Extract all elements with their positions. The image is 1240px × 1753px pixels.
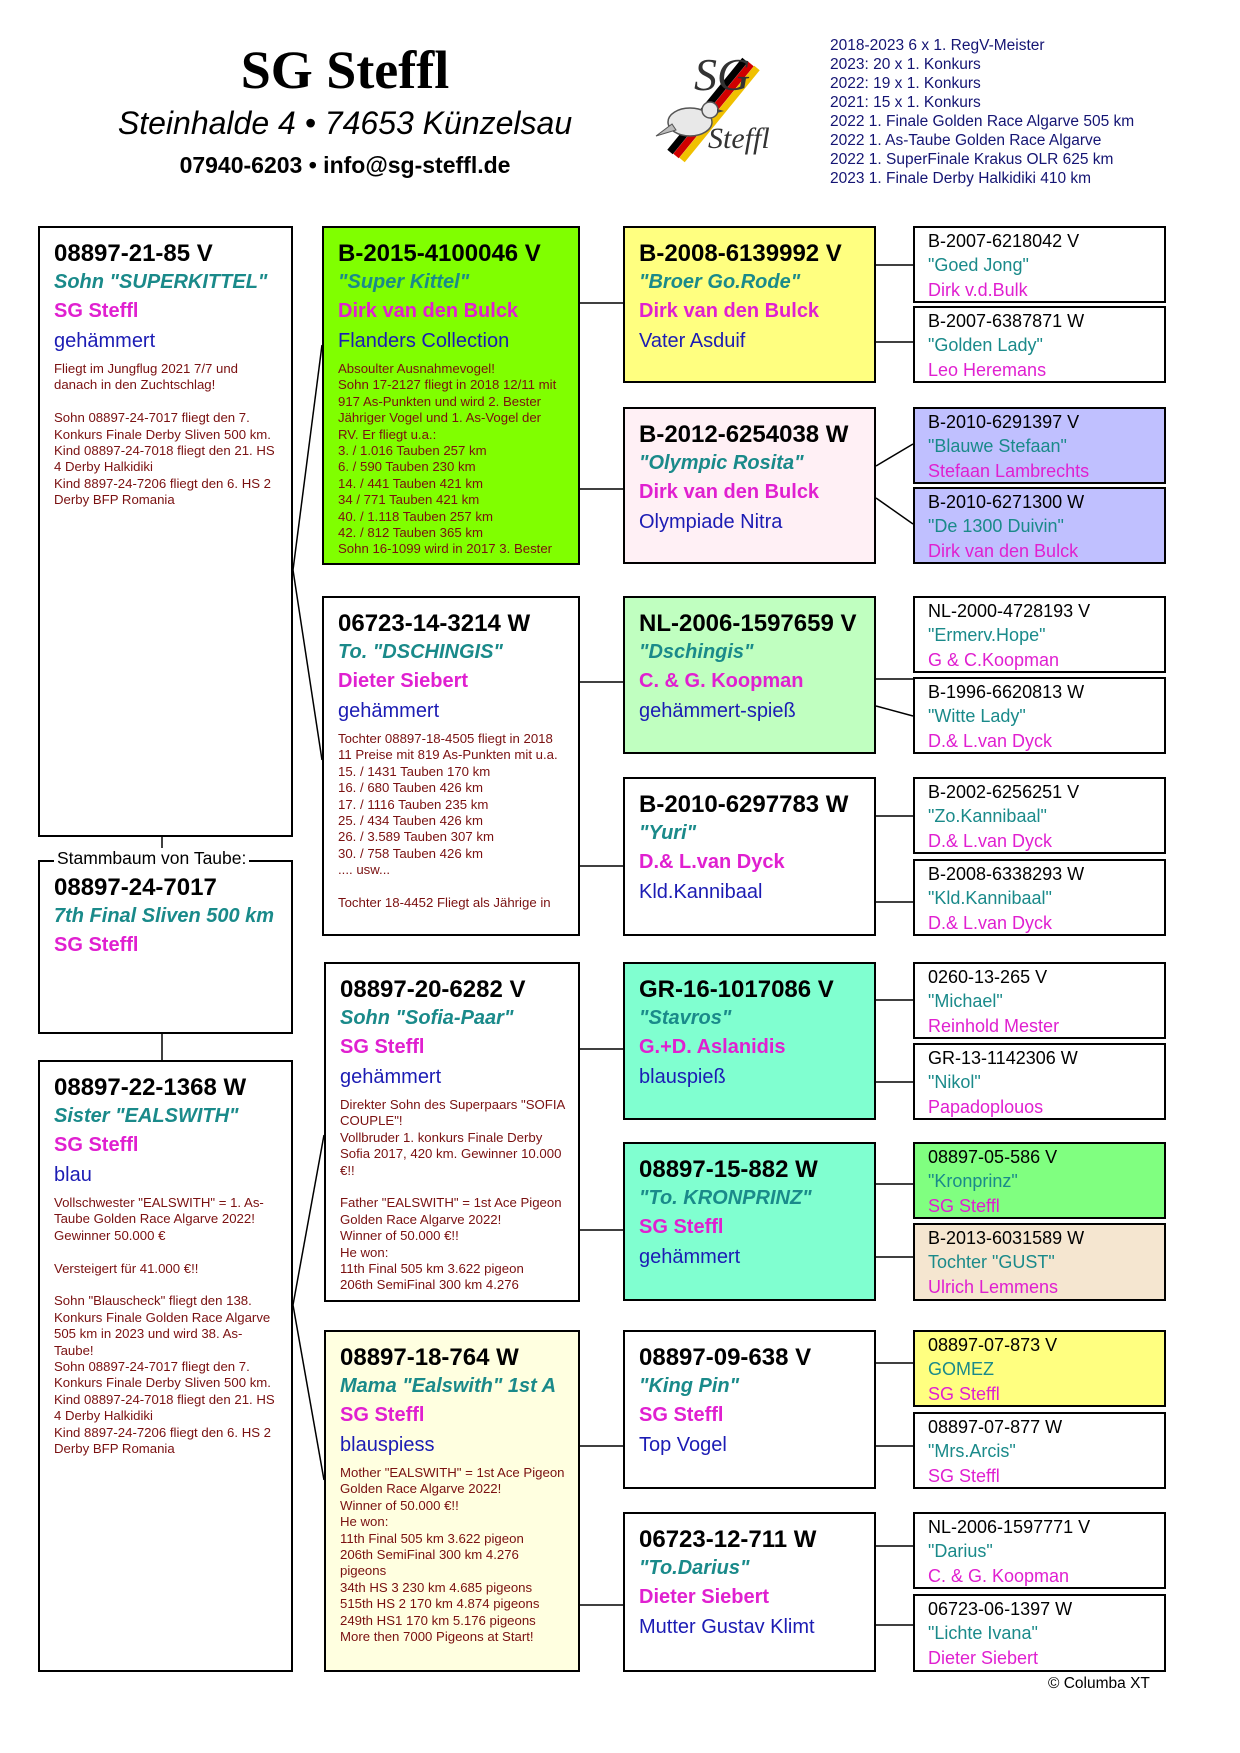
pigeon-name: "Witte Lady" [928,706,1026,726]
g4-ancestor-card[interactable] [913,1594,1166,1672]
pigeon-name: "Michael" [928,991,1003,1011]
grandparent-card[interactable] [322,226,580,565]
great-grandparent-card[interactable] [623,596,876,754]
pigeon-breeder: SG Steffl [928,1384,1000,1404]
pedigree-legend: Stammbaum von Taube: [54,848,249,869]
achievement-item: 2022: 19 x 1. Konkurs [830,75,981,92]
g4-ancestor-card[interactable] [913,859,1166,936]
pigeon-name: To. "DSCHINGIS" [338,641,503,663]
pigeon-breeder: D.& L.van Dyck [928,913,1053,933]
pigeon-breeder: Dieter Siebert [928,1648,1039,1668]
great-grandparent-card[interactable] [623,1512,876,1672]
pigeon-ring: 08897-20-6282 V [340,976,526,1003]
g4-ancestor-card[interactable] [913,777,1166,854]
pigeon-ring: NL-2000-4728193 V [928,601,1091,621]
pigeon-color: Vater Asduif [639,330,746,352]
g4-ancestor-card[interactable] [913,1223,1166,1301]
pigeon-breeder: Papadoplouos [928,1097,1044,1117]
pigeon-name: Tochter "GUST" [928,1252,1055,1272]
pigeon-name: "Super Kittel" [338,271,470,293]
great-grandparent-card[interactable] [623,407,876,564]
pigeon-color: Top Vogel [639,1434,727,1456]
grandparent-card[interactable] [324,962,580,1302]
pigeon-breeder: Leo Heremans [928,360,1047,380]
pigeon-ring: 08897-07-877 W [928,1417,1063,1437]
g4-ancestor-card[interactable] [913,1412,1166,1489]
pigeon-ring: 08897-05-586 V [928,1147,1058,1167]
pigeon-ring: B-2013-6031589 W [928,1228,1085,1248]
mother-breeder: SG Steffl [54,1134,139,1156]
pigeon-breeder: Reinhold Mester [928,1016,1060,1036]
copyright-footer: © Columba XT [1048,1675,1150,1692]
father-color: gehämmert [54,330,156,352]
pigeon-name: Mama "Ealswith" 1st A [340,1375,557,1397]
great-grandparent-card[interactable] [623,1330,876,1489]
pigeon-breeder: Dirk van den Bulck [338,300,519,322]
pigeon-ring: B-2008-6338293 W [928,864,1085,884]
achievement-item: 2023: 20 x 1. Konkurs [830,56,981,73]
pigeon-name: "Broer Go.Rode" [639,271,801,293]
g4-ancestor-card[interactable] [913,1330,1166,1407]
pigeon-description: Mother "EALSWITH" = 1st Ace Pigeon Golden Race Algarve 2022! Winner of 50.000 €!! He won: 11th Final 505 km 3.622 pigeon 206th SemiFinal 300 km 4.276 pigeons 34th HS 3 230 km 4.685 pigeons 515th HS 2 170 km 4.874 pigeons 249th HS1 170 km 5.176 pigeons More then 7000 Pigeons at Start! [340,1465,565,1645]
achievement-item: 2022 1. As-Taube Golden Race Algarve [830,132,1102,149]
pigeon-breeder: Dieter Siebert [639,1586,770,1608]
breeder-contact: 07940-6203 • info@sg-steffl.de [179,152,511,178]
great-grandparent-card[interactable] [623,1142,876,1301]
great-grandparent-card[interactable] [623,226,876,383]
subject-breeder: SG Steffl [54,934,139,956]
g4-ancestor-card[interactable] [913,407,1166,484]
pigeon-name: "Dschingis" [639,641,754,663]
g4-ancestor-card[interactable] [913,677,1166,754]
father-ring: 08897-21-85 V [54,240,213,267]
pigeon-breeder: G.+D. Aslanidis [639,1036,786,1058]
pigeon-name: "Stavros" [639,1007,732,1029]
pigeon-color: Kld.Kannibaal [639,881,763,903]
pigeon-name: Sohn "Sofia-Paar" [340,1007,514,1029]
pigeon-name: "Kronprinz" [928,1171,1018,1191]
subject-name: 7th Final Sliven 500 km [54,905,275,927]
pigeon-ring: B-2012-6254038 W [639,421,849,448]
pigeon-breeder: D.& L.van Dyck [639,851,785,873]
pigeon-breeder: G & C.Koopman [928,650,1060,670]
pigeon-ring: 0260-13-265 V [928,967,1048,987]
achievement-item: 2018-2023 6 x 1. RegV-Meister [830,37,1045,54]
pigeon-breeder: SG Steffl [928,1466,1000,1486]
pigeon-color: Olympiade Nitra [639,511,783,533]
pigeon-color: gehämmert-spieß [639,700,796,722]
pigeon-ring: 06723-06-1397 W [928,1599,1073,1619]
g4-ancestor-card[interactable] [913,1142,1166,1219]
mother-description: Vollschwester "EALSWITH" = 1. As-Taube Golden Race Algarve 2022! Gewinner 50.000 € Versteigert für 41.000 €!! Sohn "Blauscheck" fliegt den 138. Konkurs Finale Golden Race Algarve 505 km in 2023 und wird 38. As-Taube! Sohn 08897-24-7017 fliegt den 7. Konkurs Finale Derby Sliven 500 km. Kind 08897-24-7018 fliegt den 21. HS 4 Derby Halkidiki Kind 8897-24-7206 fliegt den 6. HS 2 Derby BFP Romania [54,1195,275,1457]
pigeon-breeder: Dirk v.d.Bulk [928,280,1028,300]
pigeon-name: "Kld.Kannibaal" [928,888,1052,908]
pigeon-description: Tochter 08897-18-4505 fliegt in 2018 11 Preise mit 819 As-Punkten mit u.a. 15. / 1431 Tauben 170 km 16. / 680 Tauben 426 km 17. / 1116 Tauben 235 km 25. / 434 Tauben 426 km 26. / 3.589 Tauben 307 km 30. / 758 Tauben 426 km .... usw... Tochter 18-4452 Fliegt als Jährige in [338,731,558,911]
pigeon-name: "Goed Jong" [928,255,1029,275]
g4-ancestor-card[interactable] [913,226,1166,303]
pigeon-color: Flanders Collection [338,330,510,352]
father-breeder: SG Steffl [54,300,139,322]
pigeon-breeder: Dieter Siebert [338,670,469,692]
pigeon-ring: B-2002-6256251 V [928,782,1080,802]
pigeon-ring: 08897-15-882 W [639,1156,818,1183]
pigeon-name: "To. KRONPRINZ" [639,1187,812,1209]
pigeon-breeder: SG Steffl [928,1196,1000,1216]
breeder-address: Steinhalde 4 • 74653 Künzelsau [117,105,573,141]
pigeon-ring: 08897-07-873 V [928,1335,1058,1355]
pigeon-color: blauspieß [639,1066,726,1088]
pigeon-name: "Yuri" [639,822,697,844]
mother-ring: 08897-22-1368 W [54,1074,247,1101]
subject-ring: 08897-24-7017 [54,874,217,901]
achievement-item: 2023 1. Finale Derby Halkidiki 410 km [830,170,1092,187]
pigeon-name: "To.Darius" [639,1557,750,1579]
svg-text:Steffl: Steffl [708,122,770,155]
father-description: Fliegt im Jungflug 2021 7/7 und danach in den Zuchtschlag! Sohn 08897-24-7017 fliegt den 7. Konkurs Finale Derby Sliven 500 km. Kind 08897-24-7018 fliegt den 21. HS 4 Derby Halkidiki Kind 8897-24-7206 fliegt den 6. HS 2 Derby BFP Romania [54,361,275,508]
grandparent-card[interactable] [322,596,580,936]
father-name: Sohn "SUPERKITTEL" [54,271,268,293]
pigeon-name: "King Pin" [639,1375,740,1397]
pigeon-name: "Zo.Kannibaal" [928,806,1047,826]
pigeon-color: gehämmert [338,700,440,722]
achievement-item: 2022 1. Finale Golden Race Algarve 505 km [830,113,1135,130]
mother-name: Sister "EALSWITH" [54,1105,239,1127]
pigeon-ring: B-2008-6139992 V [639,240,842,267]
pigeon-ring: 08897-18-764 W [340,1344,519,1371]
pigeon-name: "Olympic Rosita" [639,452,804,474]
pigeon-breeder: C. & G. Koopman [928,1566,1070,1586]
pigeon-ring: B-2007-6218042 V [928,231,1080,251]
pigeon-breeder: D.& L.van Dyck [928,731,1053,751]
pigeon-ring: GR-16-1017086 V [639,976,834,1003]
grandparent-card[interactable] [324,1330,580,1672]
pigeon-ring: B-2010-6291397 V [928,412,1080,432]
great-grandparent-card[interactable] [623,777,876,936]
achievement-item: 2022 1. SuperFinale Krakus OLR 625 km [830,151,1114,168]
pigeon-name: "Ermerv.Hope" [928,625,1046,645]
g4-ancestor-card[interactable] [913,596,1166,673]
pigeon-ring: NL-2006-1597771 V [928,1517,1091,1537]
pigeon-ring: NL-2006-1597659 V [639,610,857,637]
pigeon-breeder: SG Steffl [340,1036,425,1058]
svg-text:SG: SG [694,49,751,100]
pigeon-color: blauspiess [340,1434,435,1456]
subject-card[interactable] [38,860,293,1034]
pigeon-ring: 06723-14-3214 W [338,610,531,637]
pigeon-color: gehämmert [639,1246,741,1268]
pigeon-name: "Darius" [928,1541,993,1561]
pigeon-name: "Mrs.Arcis" [928,1441,1016,1461]
pigeon-name: "De 1300 Duivin" [928,516,1064,536]
pigeon-ring: GR-13-1142306 W [928,1048,1078,1068]
pigeon-name: "Nikol" [928,1072,981,1092]
great-grandparent-card[interactable] [623,962,876,1120]
pigeon-breeder: SG Steffl [639,1404,724,1426]
pigeon-ring: 08897-09-638 V [639,1344,812,1371]
pigeon-color: gehämmert [340,1066,442,1088]
pigeon-name: GOMEZ [928,1359,994,1379]
breeder-name: SG Steffl [240,40,450,100]
pigeon-ring: B-1996-6620813 W [928,682,1085,702]
mother-card[interactable] [38,1060,293,1672]
pigeon-description: Absoulter Ausnahmevogel! Sohn 17-2127 fliegt in 2018 12/11 mit 917 As-Punkten und wird 2. Bester Jähriger Vogel und 1. As-Vogel der RV. Er fliegt u.a.: 3. / 1.016 Tauben 257 km 6. / 590 Tauben 230 km 14. / 441 Tauben 421 km 34 / 771 Tauben 421 km 40. / 1.118 Tauben 257 km 42. / 812 Tauben 365 km Sohn 16-1099 wird in 2017 3. Bester [338,361,557,557]
pigeon-color: Mutter Gustav Klimt [639,1616,815,1638]
mother-color: blau [54,1164,92,1186]
pigeon-name: "Golden Lady" [928,335,1043,355]
g4-ancestor-card[interactable] [913,1043,1166,1120]
pigeon-breeder: SG Steffl [340,1404,425,1426]
pigeon-breeder: SG Steffl [639,1216,724,1238]
father-card[interactable] [38,226,293,837]
pigeon-breeder: Stefaan Lambrechts [928,461,1090,481]
pigeon-ring: B-2015-4100046 V [338,240,541,267]
pigeon-breeder: Ulrich Lemmens [928,1277,1059,1297]
pigeon-breeder: Dirk van den Bulck [639,481,820,503]
pigeon-breeder: Dirk van den Bulck [928,541,1079,561]
g4-ancestor-card[interactable] [913,487,1166,564]
g4-ancestor-card[interactable] [913,306,1166,383]
g4-ancestor-card[interactable] [913,1512,1166,1589]
achievement-item: 2021: 15 x 1. Konkurs [830,94,981,111]
pigeon-ring: 06723-12-711 W [639,1526,817,1553]
g4-ancestor-card[interactable] [913,962,1166,1039]
pigeon-breeder: C. & G. Koopman [639,670,804,692]
pigeon-ring: B-2010-6271300 W [928,492,1085,512]
pigeon-ring: B-2010-6297783 W [639,791,849,818]
pigeon-name: "Blauwe Stefaan" [928,436,1067,456]
pigeon-name: "Lichte Ivana" [928,1623,1038,1643]
pigeon-description: Direkter Sohn des Superpaars "SOFIA COUPLE"! Vollbruder 1. konkurs Finale Derby Sofia 2017, 420 km. Gewinner 10.000 €!! Father "EALSWITH" = 1st Ace Pigeon Golden Race Algarve 2022! Winner of 50.000 €!! He won: 11th Final 505 km 3.622 pigeon 206th SemiFinal 300 km 4.276 [340,1097,565,1293]
pigeon-breeder: Dirk van den Bulck [639,300,820,322]
pigeon-breeder: D.& L.van Dyck [928,831,1053,851]
pigeon-ring: B-2007-6387871 W [928,311,1085,331]
